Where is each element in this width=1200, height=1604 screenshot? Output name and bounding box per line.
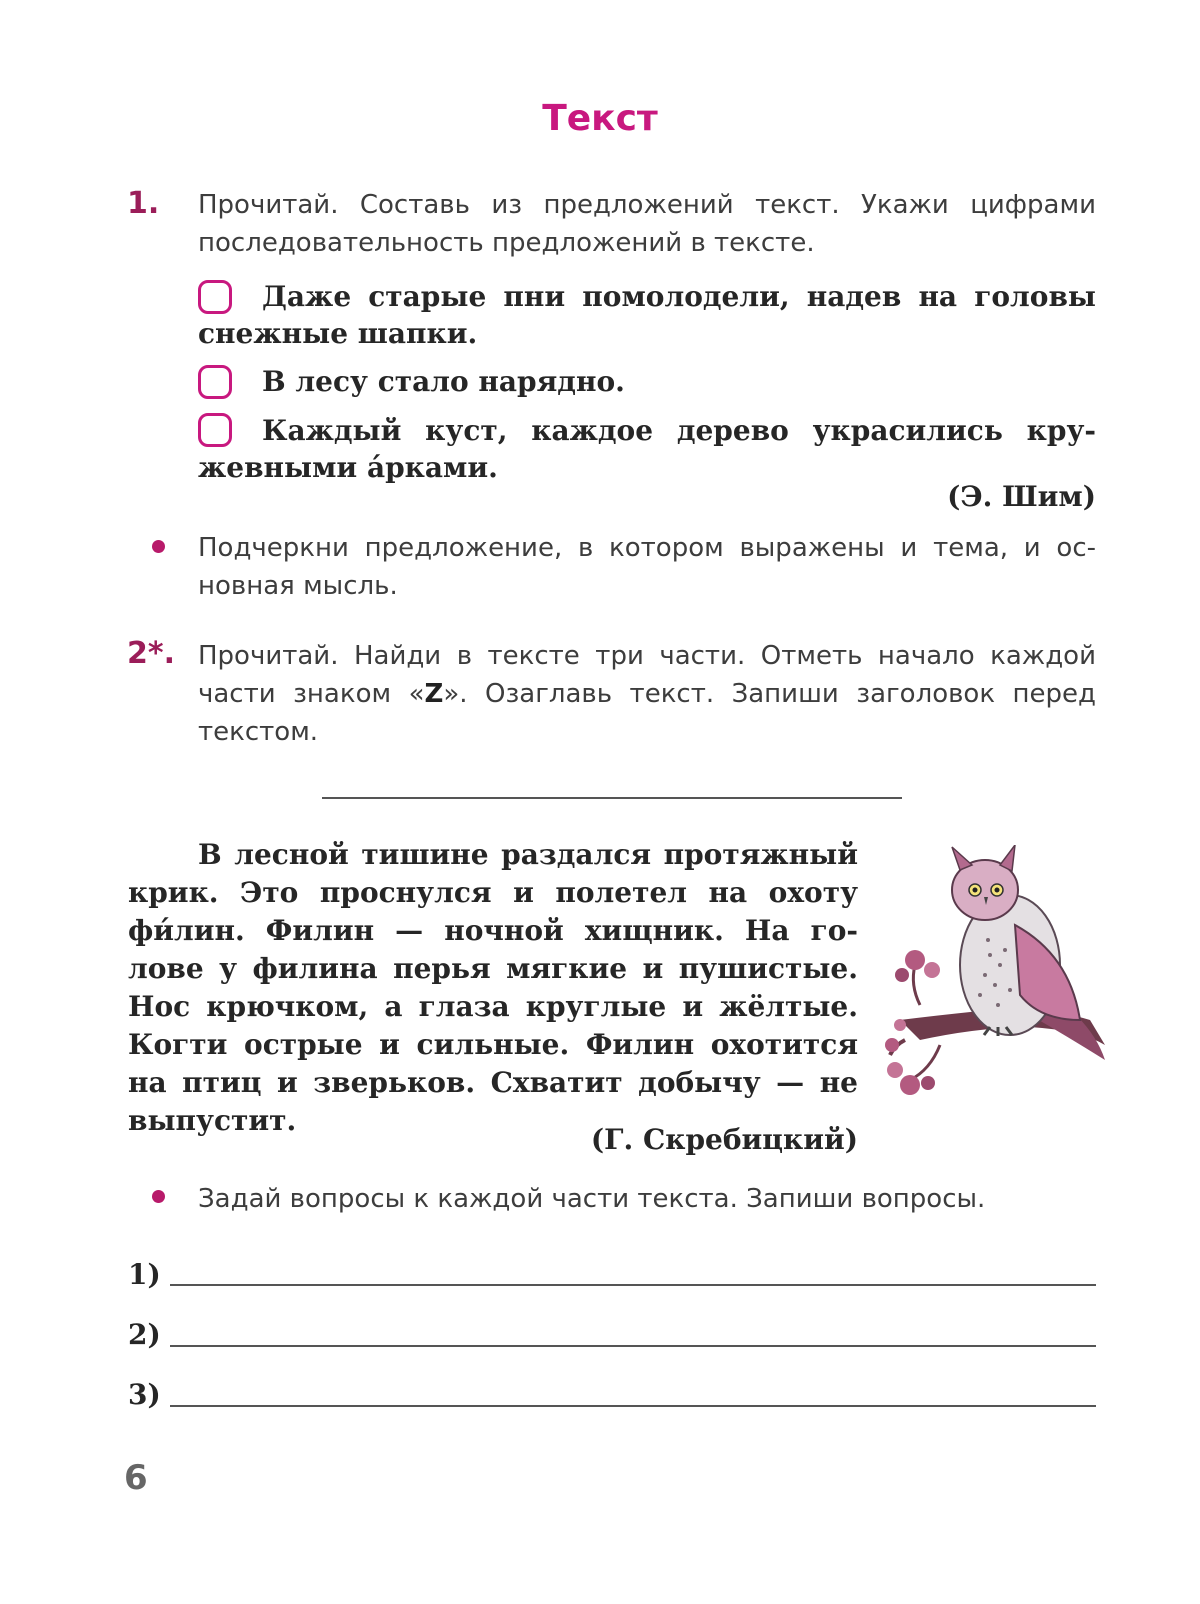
task2-instruction-line3: текстом.	[198, 717, 319, 747]
task2-instruction-line2a: части знаком «	[198, 679, 425, 709]
answer-line-3[interactable]	[170, 1405, 1096, 1407]
task2-instruction-line1: Прочитай. Найди в тексте три части. Отметь начало каждой	[198, 641, 1096, 671]
answer-label-2: 2)	[128, 1318, 161, 1351]
bullet-icon	[152, 540, 165, 553]
owl-text-line: лове у филина перья мягкие и пушистые.	[128, 952, 858, 985]
task2-number: 2*.	[127, 636, 175, 671]
task1-number: 1.	[127, 186, 160, 221]
answer-line-2[interactable]	[170, 1345, 1096, 1347]
owl-text-line: на птиц и зверьков. Схватит добычу — не	[128, 1066, 858, 1099]
owl-text-line: фи́лин. Филин — ночной хищник. На го-	[128, 914, 858, 947]
owl-text-line: крик. Это проснулся и полетел на охоту	[128, 876, 858, 909]
answer-line-1[interactable]	[170, 1284, 1096, 1286]
owl-illustration	[880, 845, 1120, 1115]
answer-label-1: 1)	[128, 1258, 161, 1291]
sentence-1-line1: Даже старые пни помолодели, надев на головы	[262, 280, 1096, 313]
task1-author: (Э. Шим)	[947, 480, 1096, 513]
owl-text-line: выпустит.	[128, 1104, 297, 1137]
task1-instruction-line2: последовательность предложений в тексте.	[198, 228, 815, 258]
order-checkbox-1[interactable]	[198, 280, 232, 314]
owl-text-line: В лесной тишине раздался протяжный	[198, 838, 858, 871]
task1-instruction	[198, 186, 1096, 262]
task2-author: (Г. Скребицкий)	[590, 1123, 858, 1156]
task1-subtask-line1: Подчеркни предложение, в котором выражены и тема, и ос-	[198, 533, 1096, 563]
task2-instruction-line2b: ». Озаглавь текст. Запиши заголовок перед	[443, 679, 1096, 709]
order-checkbox-2[interactable]	[198, 365, 232, 399]
heading-answer-line[interactable]	[322, 797, 902, 799]
task1-subtask	[198, 529, 1096, 605]
owl-text-line: Когти острые и сильные. Филин охотится	[128, 1028, 858, 1061]
answer-label-3: 3)	[128, 1378, 161, 1411]
page-title: Текст	[542, 98, 658, 139]
owl-text-line: Нос крючком, а глаза круглые и жёлтые.	[128, 990, 858, 1023]
owl-text	[128, 836, 858, 1140]
sentence-3-line2: жевными а́рками.	[198, 451, 498, 484]
bullet-icon	[152, 1190, 165, 1203]
task2-subtask: Задай вопросы к каждой части текста. Запиши вопросы.	[198, 1184, 986, 1214]
task2-instruction-line2	[198, 675, 1096, 713]
task1-subtask-line2: новная мысль.	[198, 571, 398, 601]
sentence-2-line1: В лесу стало нарядно.	[262, 365, 625, 398]
order-checkbox-3[interactable]	[198, 413, 232, 447]
sentence-3-line1: Каждый куст, каждое дерево украсились кру-	[262, 414, 1096, 447]
sentence-1-line2: снежные шапки.	[198, 317, 478, 350]
task2-instruction	[198, 637, 1096, 751]
z-mark: Z	[424, 679, 444, 709]
page-number: 6	[124, 1458, 148, 1498]
task1-instruction-line1: Прочитай. Составь из предложений текст. Укажи цифрами	[198, 190, 1096, 220]
